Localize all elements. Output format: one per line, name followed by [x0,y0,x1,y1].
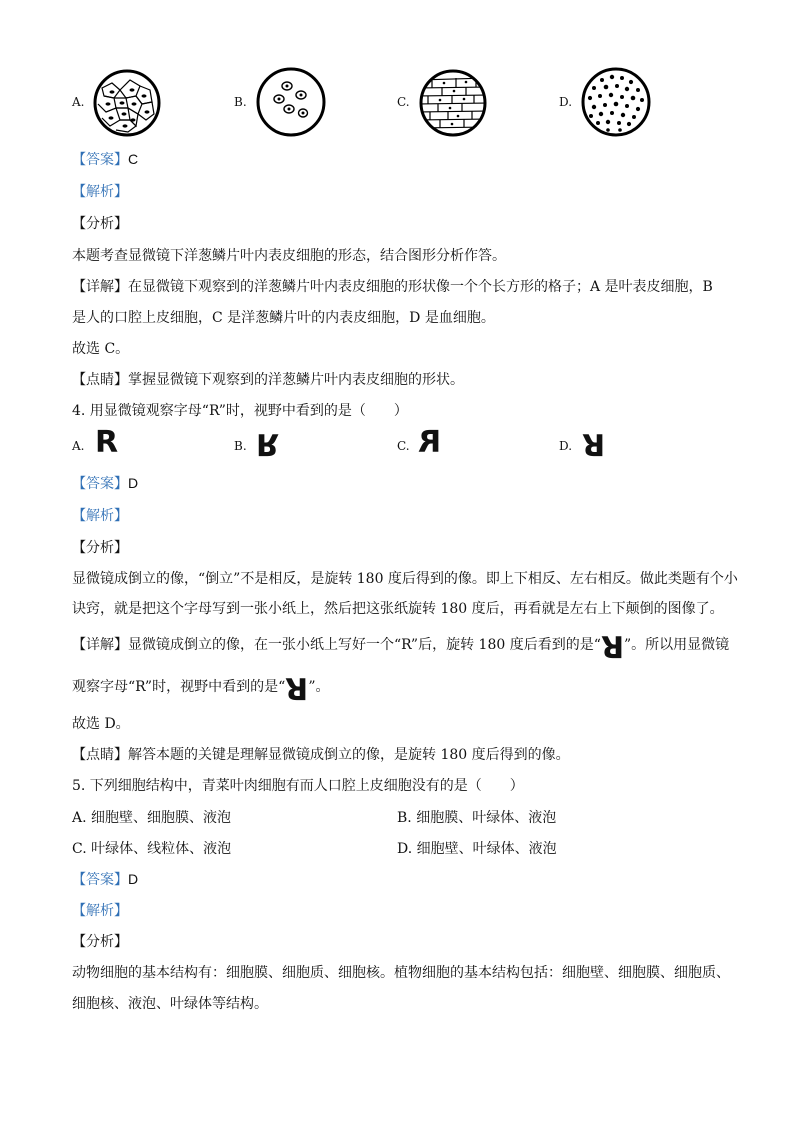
q5-option-d: D. 细胞壁、叶绿体、液泡 [397,841,557,857]
leaf-epidermis-cell-image [92,68,162,138]
q4-stem: 4. 用显微镜观察字母“R”时，视野中看到的是（ ） [72,403,408,419]
q4-fenxi-line2: 诀窍，就是把这个字母写到一张小纸上，然后把这张纸旋转 180 度后，再看就是左右上下颠倒的图像了。 [72,601,724,617]
q3-dianjing: 【点睛】掌握显微镜下观察到的洋葱鳞片叶内表皮细胞的形状。 [72,372,464,388]
blood-cell-image [580,66,652,138]
q4-answer: 【答案】D [72,475,139,492]
q4-jiexi-heading: 【解析】 [72,508,128,524]
q4-xiangjie-line1: 【详解】显微镜成倒立的像，在一张小纸上写好一个“R”后，旋转 180 度后看到的是“R”。所以用显微镜 [72,628,730,663]
rotated-r-inline-2: R [285,670,309,705]
q3-jiexi-heading: 【解析】 [72,184,128,200]
q4-option-d-letter: R [582,426,606,461]
onion-epidermis-cell-image [418,68,488,138]
q4-fenxi-line1: 显微镜成倒立的像，“倒立”不是相反，是旋转 180 度后得到的像。即上下相反、左右相反。做此类题有个小 [72,571,738,587]
q4-xiangjie-line2: 观察字母“R”时，视野中看到的是“R”。 [72,670,330,705]
q3-xiangjie-line1: 【详解】在显微镜下观察到的洋葱鳞片叶内表皮细胞的形状像一个个长方形的格子；A 是叶表皮细胞，B [72,279,713,295]
q4-option-b-label: B. [234,439,247,453]
q3-fenxi-text: 本题考查显微镜下洋葱鳞片叶内表皮细胞的形态，结合图形分析作答。 [72,248,506,264]
q5-option-c: C. 叶绿体、线粒体、液泡 [72,841,232,857]
q4-fenxi-heading: 【分析】 [72,540,128,556]
q4-conclusion: 故选 D。 [72,716,130,732]
q3-option-c-label: C. [397,95,410,109]
q3-option-b-label: B. [234,95,247,109]
q5-stem: 5. 下列细胞结构中，青菜叶肉细胞有而人口腔上皮细胞没有的是（ ） [72,778,524,794]
q4-option-d-label: D. [559,439,573,453]
q3-xiangjie-line2: 是人的口腔上皮细胞，C 是洋葱鳞片叶的内表皮细胞，D 是血细胞。 [72,310,495,326]
oral-epithelial-cell-image [255,66,327,138]
q3-option-a-label: A. [72,95,85,109]
q3-answer: 【答案】C [72,151,139,168]
q5-fenxi-heading: 【分析】 [72,934,128,950]
q5-option-b: B. 细胞膜、叶绿体、液泡 [397,810,557,826]
q5-jiexi-heading: 【解析】 [72,903,128,919]
q4-option-c-label: C. [397,439,410,453]
q5-answer: 【答案】D [72,871,139,888]
q3-fenxi-heading: 【分析】 [72,216,128,232]
q5-fenxi-line2: 细胞核、液泡、叶绿体等结构。 [72,996,268,1012]
q4-dianjing: 【点睛】解答本题的关键是理解显微镜成倒立的像，是旋转 180 度后得到的像。 [72,747,570,763]
q4-option-c-letter: R [418,425,442,460]
q5-option-a: A. 细胞壁、细胞膜、液泡 [72,810,232,826]
q4-option-b-letter: R [256,426,280,461]
q3-conclusion: 故选 C。 [72,341,130,357]
q4-option-a-label: A. [72,439,85,453]
rotated-r-inline-1: R [600,628,624,663]
q3-option-d-label: D. [559,95,573,109]
q4-option-a-letter: R [95,425,119,460]
q5-fenxi-line1: 动物细胞的基本结构有：细胞膜、细胞质、细胞核。植物细胞的基本结构包括：细胞壁、细胞膜、细胞质、 [72,965,730,981]
